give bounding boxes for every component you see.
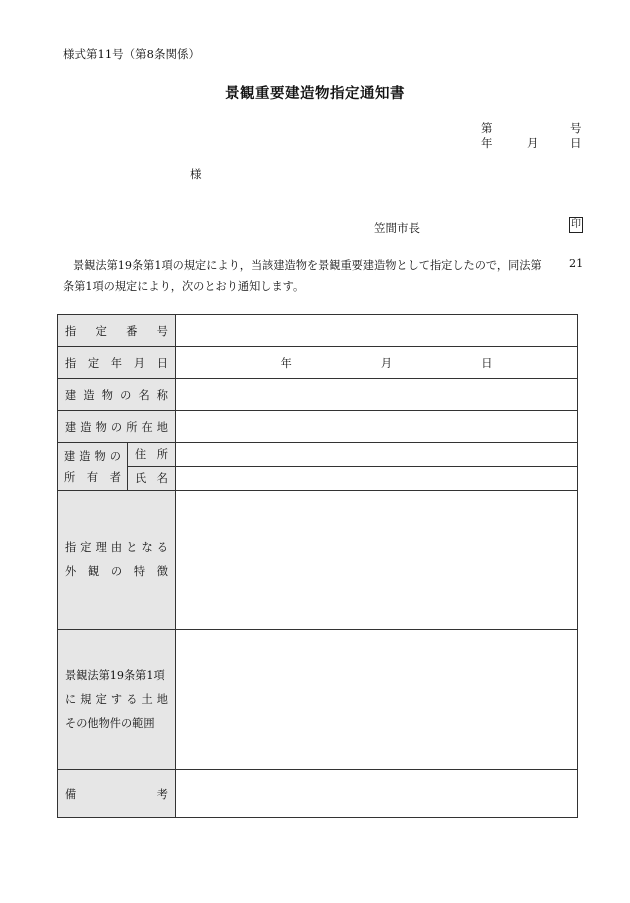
label-building-location [58,411,176,443]
designation-form-table [57,314,578,818]
remarks-label: 備 考 [65,787,168,801]
label-designation-reason [58,491,176,630]
scope-label-line-2: に 規 定 す る 土 地 [65,692,168,706]
owner-address-label: 住 所 [135,448,168,461]
reason-label-line-2: 外 観 の 特 徴 [65,565,168,578]
label-owner-name [128,467,176,491]
label-scope [58,630,176,770]
building-name-label: 建 造 物 の 名 称 [65,388,168,402]
value-designation-date[interactable] [176,347,578,379]
body-text-line-2: 条第1項の規定により，次のとおり通知します。 [63,280,305,293]
owner-name-label: 氏 名 [135,472,168,485]
designation-date-year: 年 [280,356,292,370]
value-remarks[interactable] [176,770,578,818]
designation-date-month: 月 [380,356,393,370]
row-building-name [58,379,578,411]
row-owner-address [58,443,578,467]
row-scope [58,630,578,770]
designation-number-label: 指 定 番 号 [65,324,168,338]
body-text-line-1: 景観法第19条第1項の規定により，当該建造物を景観重要建造物として指定したので，同法第 [73,259,542,272]
value-designation-reason[interactable] [176,491,578,630]
label-remarks [58,770,176,818]
header-date-day: 日 [570,136,582,150]
row-building-location [58,411,578,443]
owner-label-line-1: 建 造 物 の [64,449,121,463]
header-date-month: 月 [527,136,539,150]
value-designation-number[interactable] [176,315,578,347]
label-designation-date [58,347,176,379]
label-designation-number [58,315,176,347]
document-title: 景観重要建造物指定通知書 [225,85,405,102]
addressee-suffix: 様 [190,167,202,181]
label-owner [58,443,128,491]
value-owner-address[interactable] [176,443,578,467]
reason-label-line-1: 指 定 理 由 と な る [65,541,168,554]
header-date-year: 年 [481,136,493,150]
value-building-name[interactable] [176,379,578,411]
label-owner-address [128,443,176,467]
designation-date-day: 日 [481,356,493,370]
scope-label-line-1: 景観法第19条第1項 [65,668,165,682]
form-number: 様式第11号（第8条関係） [63,47,200,61]
value-building-location[interactable] [176,411,578,443]
label-building-name [58,379,176,411]
designation-date-label: 指 定 年 月 日 [65,356,168,370]
owner-label-line-2: 所 有 者 [64,470,121,484]
row-designation-number [58,315,578,347]
issuer-name: 笠間市長 [374,221,420,235]
building-location-label: 建 造 物 の 所 在 地 [65,420,168,434]
body-text-line-1-end: 21 [569,257,584,270]
row-designation-reason [58,491,578,630]
row-owner-name [58,467,578,491]
value-owner-name[interactable] [176,467,578,491]
row-remarks [58,770,578,818]
scope-label-line-3: その他物件の範囲 [65,716,155,730]
seal-mark: 印 [569,217,583,233]
number-dai: 第 [481,121,493,135]
row-designation-date [58,347,578,379]
value-scope[interactable] [176,630,578,770]
number-go: 号 [570,121,582,135]
